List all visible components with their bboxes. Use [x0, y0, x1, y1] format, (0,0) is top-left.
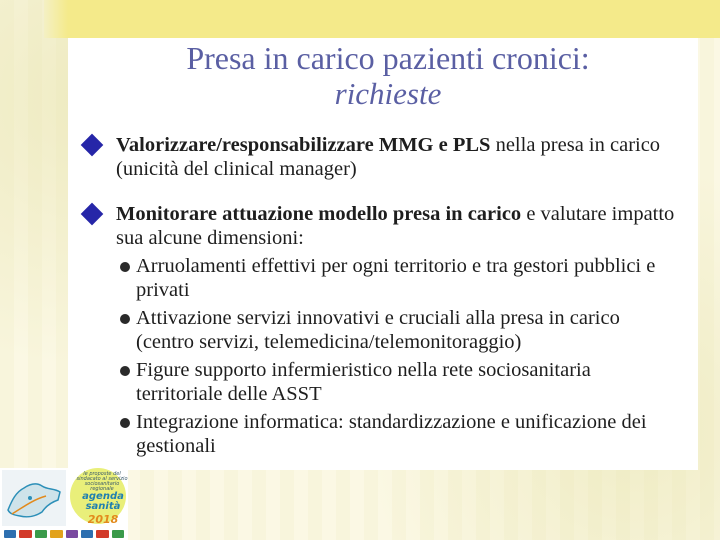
sponsor-logo-icon: [66, 530, 78, 538]
sponsor-logo-icon: [4, 530, 16, 538]
sponsor-logo-icon: [19, 530, 31, 538]
sponsor-logo-icon: [81, 530, 93, 538]
sponsor-logo-icon: [96, 530, 108, 538]
agenda-sanita-logo: [0, 468, 128, 540]
subbullet-integrazione: [82, 410, 682, 458]
logo-name: agenda sanità: [82, 491, 124, 512]
bullet-valorizzare: [82, 133, 682, 181]
sponsor-logo-icon: [50, 530, 62, 538]
region-map-icon: [2, 470, 66, 526]
top-accent-bar: [68, 0, 720, 38]
subbullet-attivazione: [82, 306, 682, 354]
round-bullet-icon: [120, 418, 130, 428]
sponsor-logo-icon: [112, 530, 124, 538]
subbullet-text: Arruolamenti effettivi per ogni territorio e tra gestori pubblici e privati: [136, 255, 656, 301]
round-bullet-icon: [120, 314, 130, 324]
top-accent-bar-fade: [44, 0, 68, 38]
logo-year: 2018: [87, 513, 119, 526]
slide-title-line1: Presa in carico pazienti cronici:: [186, 40, 590, 76]
subbullet-text: Attivazione servizi innovativi e cruciali alla presa in carico (centro servizi, telemedicina/telemonitoraggio): [136, 307, 620, 353]
slide-title: [68, 42, 708, 109]
sponsor-logos-strip: [4, 530, 124, 538]
bullet-text: nella presa in carico (unicità del clinical manager): [116, 134, 661, 180]
round-bullet-icon: [120, 366, 130, 376]
diamond-bullet-icon: [81, 134, 104, 157]
subbullet-text: Integrazione informatica: standardizzazione e unificazione dei gestionali: [136, 411, 647, 457]
slide-body: [82, 133, 682, 458]
bullet-bold-text: Valorizzare/responsabilizzare MMG e PLS: [116, 134, 491, 156]
subbullet-figure: [82, 358, 682, 406]
slide-title-line2: richieste: [334, 76, 442, 111]
bullet-bold-text: Monitorare attuazione modello presa in carico: [116, 203, 522, 225]
round-bullet-icon: [120, 262, 130, 272]
logo-subtitle: le proposte del sindacato al servizio sociosanitario regionale: [76, 471, 128, 492]
subbullet-text: Figure supporto infermieristico nella rete sociosanitaria territoriale delle ASST: [136, 359, 591, 405]
subbullet-arruolamenti: [82, 254, 682, 302]
sponsor-logo-icon: [35, 530, 47, 538]
diamond-bullet-icon: [81, 203, 104, 226]
bullet-text: e valutare impatto sua alcune dimensioni:: [116, 203, 675, 249]
bullet-monitorare: [82, 202, 682, 250]
